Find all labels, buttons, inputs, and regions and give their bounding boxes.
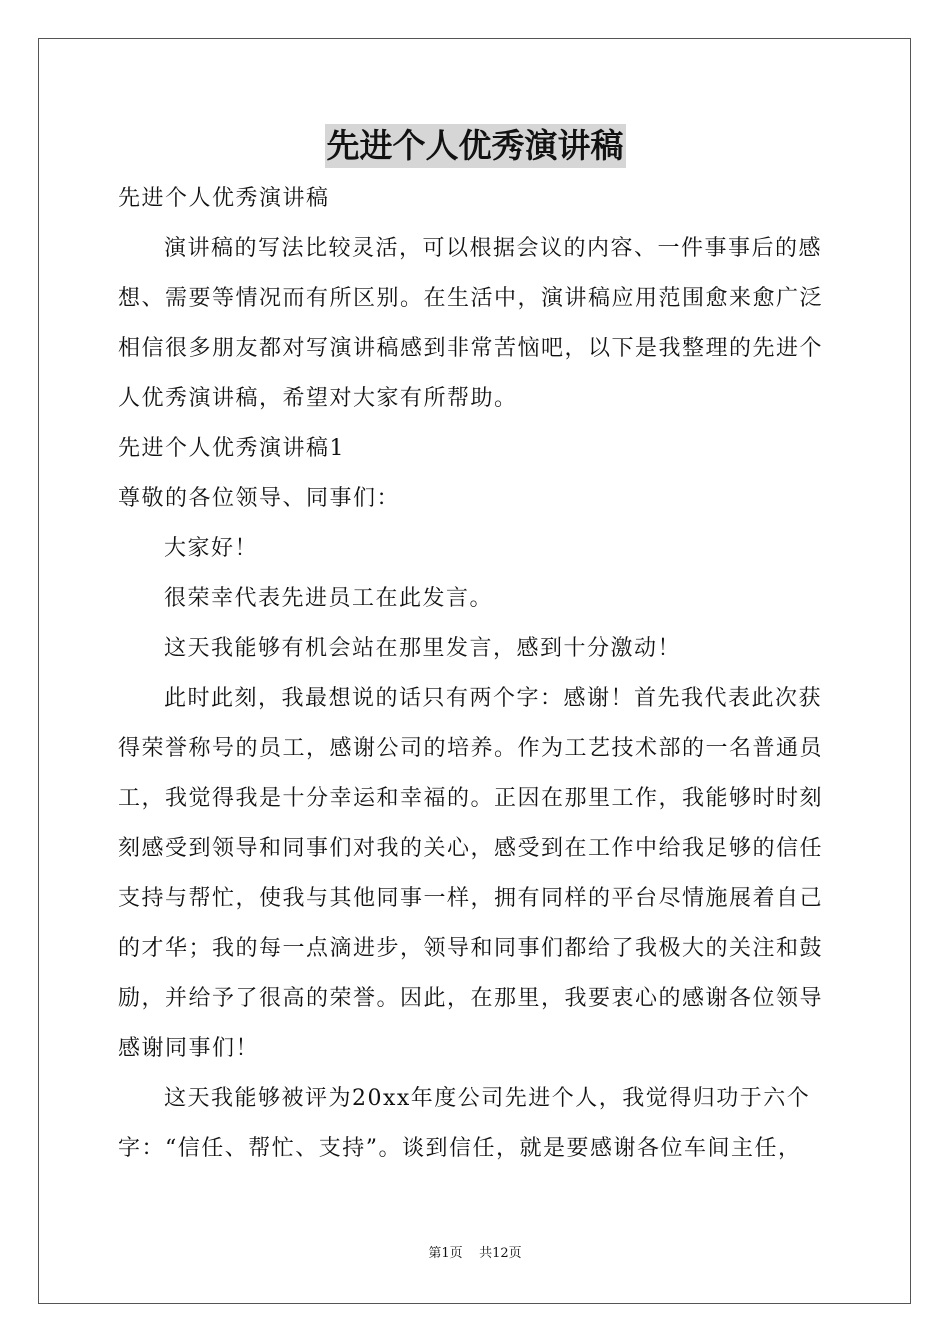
page-number: 第1页 xyxy=(428,1246,463,1261)
paragraph-line: 很荣幸代表先进员工在此发言。 xyxy=(164,586,494,611)
paragraph-line: 大家好！ xyxy=(164,536,259,561)
section-heading: 先进个人优秀演讲稿1 xyxy=(118,436,345,461)
paragraph-line: 字：“信任、帮忙、支持”。谈到信任，就是要感谢各位车间主任， xyxy=(118,1136,802,1161)
subtitle-line: 先进个人优秀演讲稿 xyxy=(118,186,330,211)
paragraph-line: 这天我能够有机会站在那里发言，感到十分激动！ xyxy=(164,636,682,661)
paragraph-line: 相信很多朋友都对写演讲稿感到非常苦恼吧，以下是我整理的先进个 xyxy=(118,336,824,361)
salutation-line: 尊敬的各位领导、同事们： xyxy=(118,486,401,511)
paragraph-line: 的才华；我的每一点滴进步，领导和同事们都给了我极大的关注和鼓 xyxy=(118,936,824,961)
document-title: 先进个人优秀演讲稿 xyxy=(325,124,626,168)
title-wrap xyxy=(0,124,950,168)
paragraph-line: 得荣誉称号的员工，感谢公司的培养。作为工艺技术部的一名普通员 xyxy=(118,736,824,761)
paragraph-line: 想、需要等情况而有所区别。在生活中，演讲稿应用范围愈来愈广泛 xyxy=(118,286,824,311)
paragraph-line: 感谢同事们！ xyxy=(118,1036,260,1061)
page-total: 共12页 xyxy=(479,1246,522,1261)
page-footer xyxy=(0,1245,950,1263)
paragraph-line: 这天我能够被评为20xx年度公司先进个人，我觉得归功于六个 xyxy=(164,1086,811,1111)
page-border xyxy=(38,38,911,1304)
paragraph-line: 演讲稿的写法比较灵活，可以根据会议的内容、一件事事后的感 xyxy=(164,236,823,261)
paragraph-line: 支持与帮忙，使我与其他同事一样，拥有同样的平台尽情施展着自己 xyxy=(118,886,824,911)
paragraph-line: 人优秀演讲稿，希望对大家有所帮助。 xyxy=(118,386,518,411)
paragraph-line: 刻感受到领导和同事们对我的关心，感受到在工作中给我足够的信任 xyxy=(118,836,824,861)
paragraph-line: 励，并给予了很高的荣誉。因此，在那里，我要衷心的感谢各位领导 xyxy=(118,986,824,1011)
paragraph-line: 工，我觉得我是十分幸运和幸福的。正因在那里工作，我能够时时刻 xyxy=(118,786,824,811)
paragraph-line: 此时此刻，我最想说的话只有两个字：感谢！首先我代表此次获 xyxy=(164,686,823,711)
